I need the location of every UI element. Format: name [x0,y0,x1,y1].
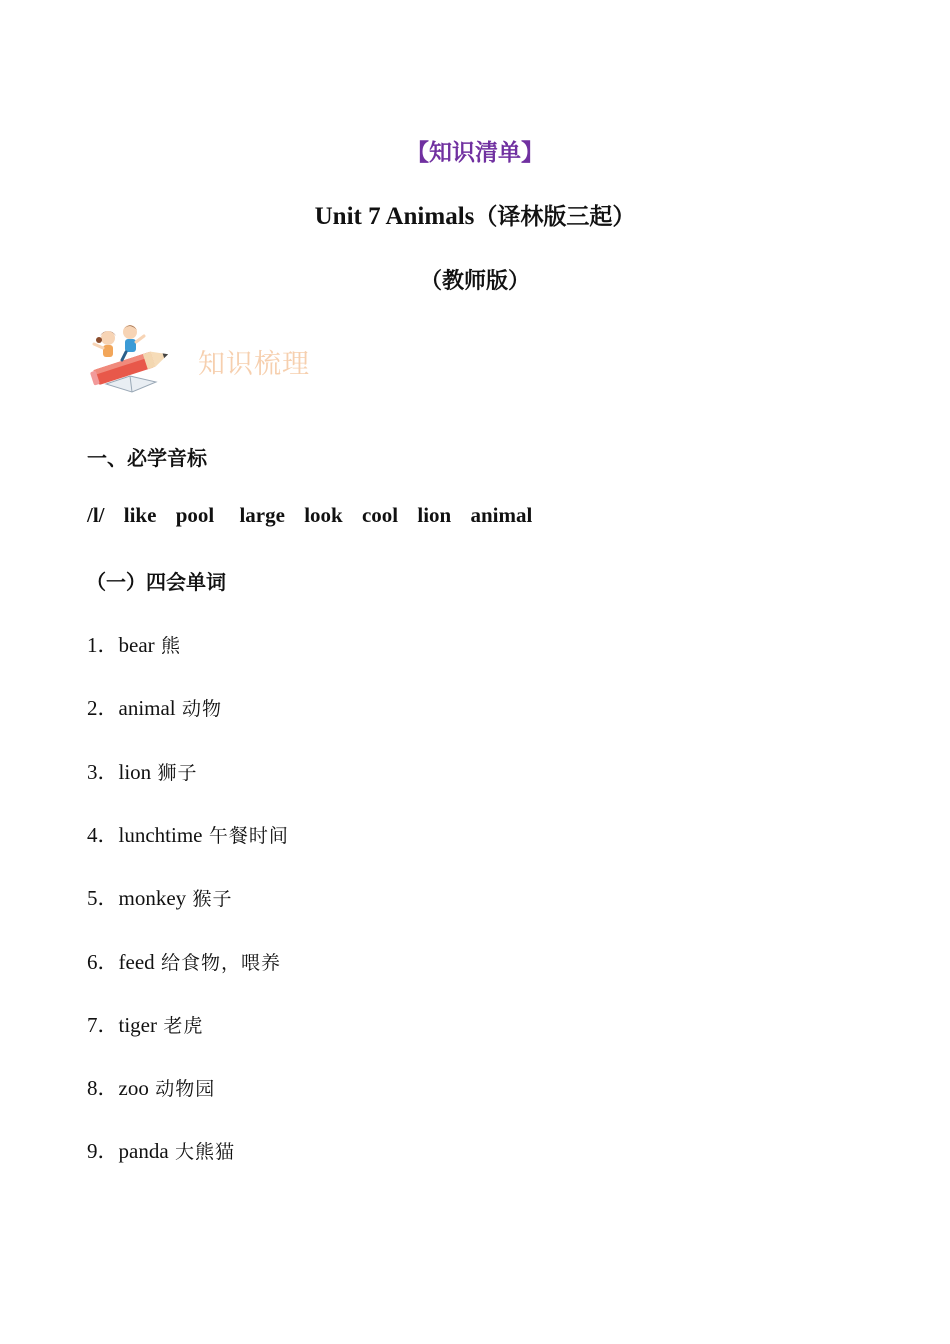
item-number: 1． [87,633,119,657]
item-meaning: 猴子 [192,888,233,910]
item-meaning: 老虎 [163,1015,204,1037]
item-word: lion [118,760,152,784]
unit-title-en: Unit 7 Animals [314,203,475,230]
item-number: 2． [87,696,119,720]
phonics-symbol: /l/ [87,503,105,527]
item-word: monkey [118,886,187,910]
section-heading-words: （一）四会单词 [86,570,226,594]
item-word: tiger [118,1013,157,1037]
list-item [87,629,181,659]
kids-on-pencil-illustration [86,318,178,398]
item-meaning: 午餐时间 [208,825,289,847]
item-word: zoo [118,1076,149,1100]
edition-label: （教师版） [419,268,530,294]
item-number: 7． [87,1013,119,1037]
list-item [87,692,222,722]
item-number: 3． [87,760,119,784]
item-number: 4． [87,823,119,847]
section-banner [86,318,386,402]
item-word: bear [118,633,155,657]
item-number: 8． [87,1076,119,1100]
item-word: lunchtime [118,823,203,847]
list-item [87,756,198,786]
phonics-word: like [123,503,157,527]
item-word: panda [118,1139,169,1163]
list-item [87,1072,215,1102]
list-item [87,1135,235,1165]
section-heading-phonics: 一、必学音标 [87,446,207,470]
unit-title-zh: （译林版三起） [474,203,636,230]
list-item [87,946,281,976]
item-meaning: 大熊猫 [175,1141,236,1163]
item-meaning: 动物 [182,698,223,720]
item-number: 9． [87,1139,119,1163]
phonics-word: lion [417,503,452,527]
phonics-word: cool [361,503,399,527]
item-meaning: 动物园 [155,1078,216,1100]
item-number: 5． [87,886,119,910]
item-word: feed [118,950,155,974]
list-item [87,882,233,912]
phonics-word: look [304,503,343,527]
unit-title [0,198,950,231]
phonics-line [87,503,546,528]
item-meaning: 狮子 [157,762,198,784]
item-word: animal [118,696,176,720]
item-number: 6． [87,950,119,974]
list-item [87,1009,203,1039]
phonics-word: pool [175,503,215,527]
list-title: 【知识清单】 [406,139,544,166]
phonics-word: animal [470,503,533,527]
banner-title: 知识梳理 [198,349,310,380]
phonics-word: large [239,503,285,527]
item-meaning: 给食物，喂养 [161,952,282,974]
item-meaning: 熊 [161,635,182,657]
list-item [87,819,289,849]
